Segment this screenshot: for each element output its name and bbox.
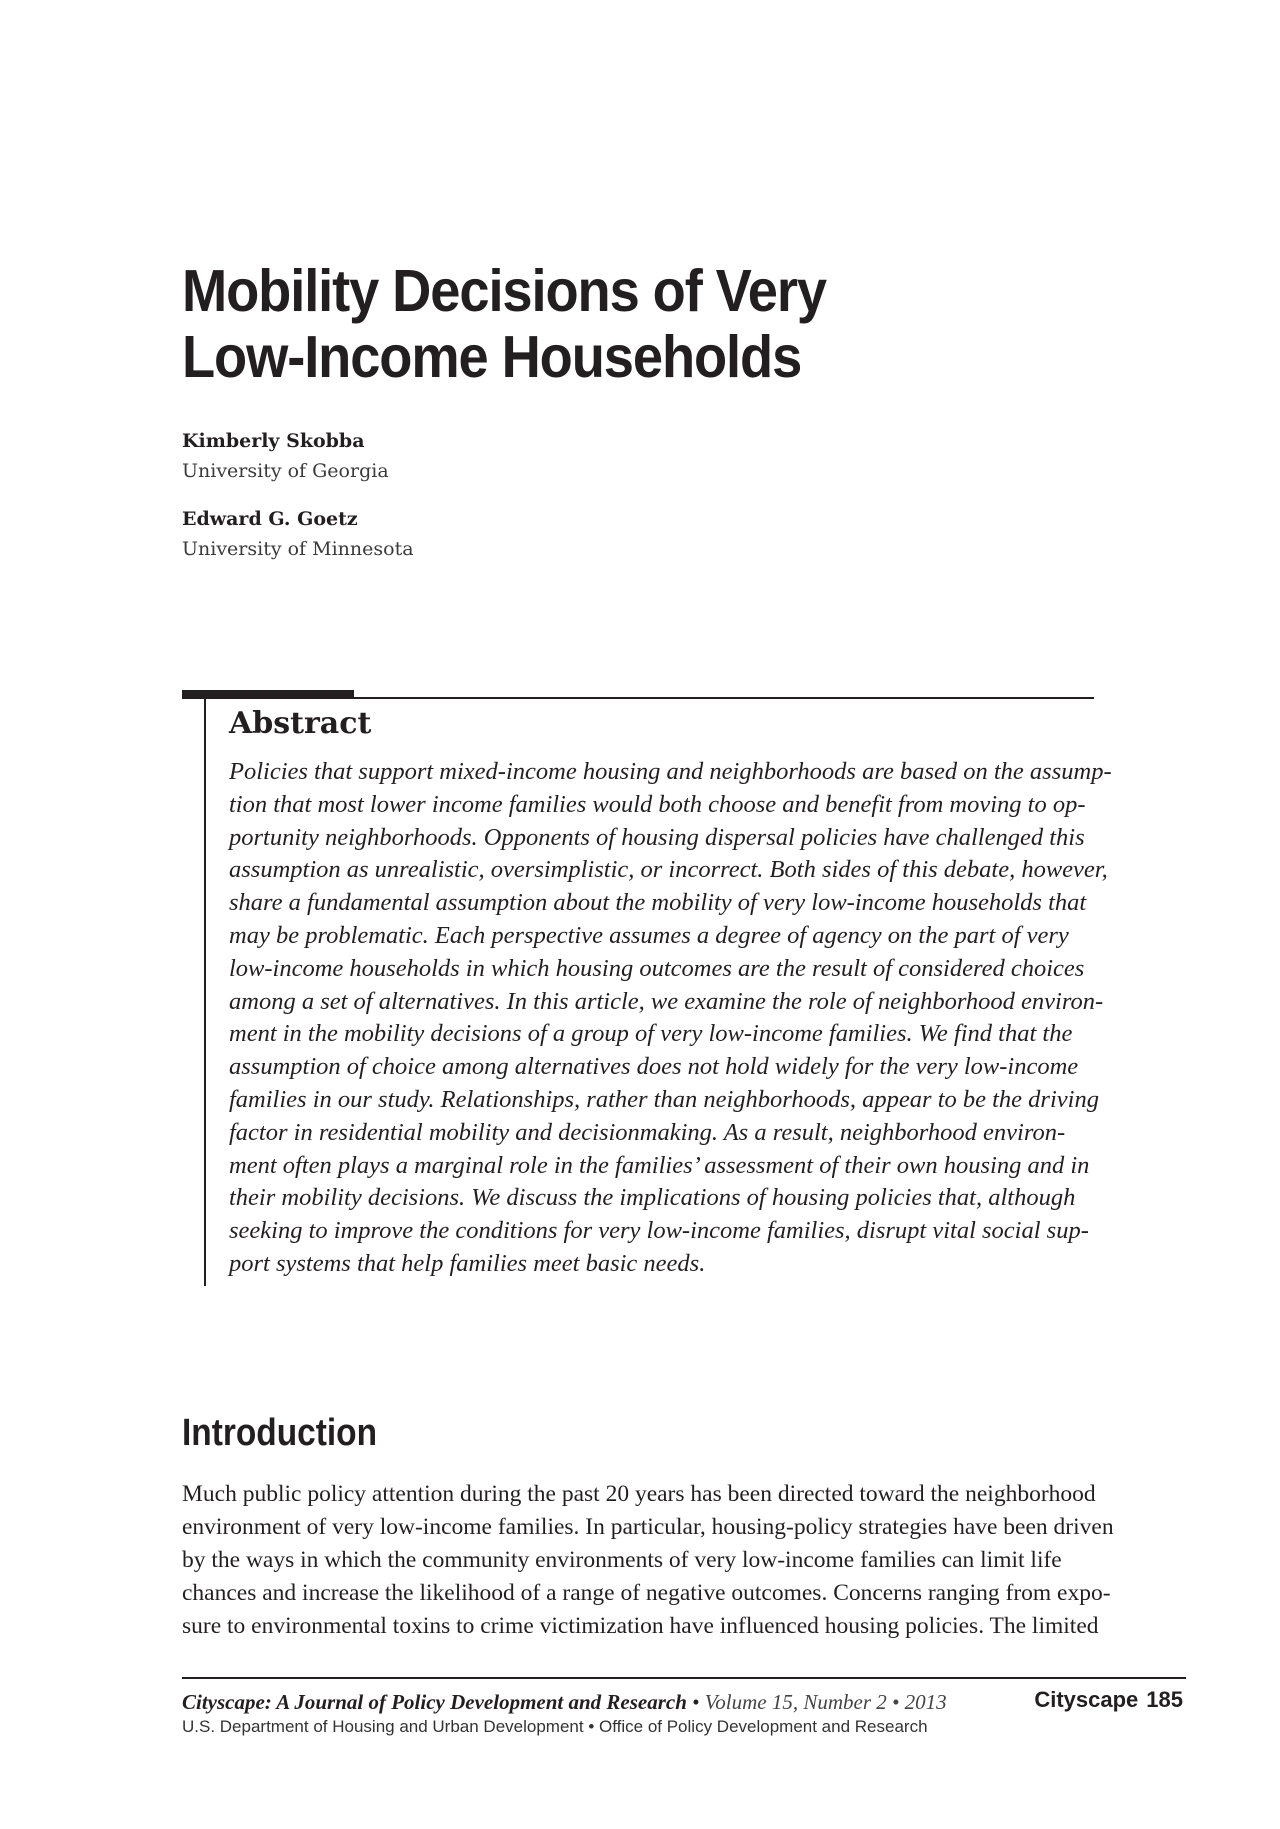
footer-rule	[182, 1677, 1186, 1679]
section-heading-introduction: Introduction	[182, 1412, 378, 1454]
abstract-line: assumption of choice among alternatives does not hold widely for the very low-income	[229, 1053, 1079, 1081]
page-number: 185	[1146, 1687, 1183, 1712]
abstract-line: seeking to improve the conditions for very low-income families, disrupt vital social sup-	[229, 1217, 1089, 1245]
article-title	[182, 258, 1010, 390]
abstract-line: may be problematic. Each perspective assumes a degree of agency on the part of very	[229, 921, 1069, 949]
abstract-line: low-income households in which housing outcomes are the result of considered choices	[229, 954, 1085, 982]
body-line: environment of very low-income families. In particular, housing-policy strategies have been driven	[182, 1514, 1114, 1540]
abstract-text	[229, 756, 1112, 1281]
author-1	[182, 426, 389, 486]
abstract-line: Policies that support mixed-income housing and neighborhoods are based on the assump-	[229, 758, 1112, 785]
magazine-name: Cityscape	[1034, 1687, 1139, 1712]
abstract-line: portunity neighborhoods. Opponents of housing dispersal policies have challenged this	[229, 823, 1085, 851]
abstract-box	[182, 690, 1112, 1286]
separator: •	[686, 1690, 705, 1714]
abstract-line: ment often plays a marginal role in the families’ assessment of their own housing and in	[229, 1151, 1090, 1179]
abstract-line: ment in the mobility decisions of a group of very low-income families. We find that the	[229, 1020, 1073, 1048]
body-line: by the ways in which the community environments of very low-income families can limit life	[182, 1547, 1062, 1573]
abstract-accent-bar	[182, 690, 354, 699]
journal-year: 2013	[904, 1690, 947, 1714]
introduction-text	[182, 1478, 1142, 1643]
author-name: Edward G. Goetz	[182, 508, 358, 530]
abstract-line: port systems that help families meet basic needs.	[229, 1249, 706, 1277]
separator: •	[886, 1690, 905, 1714]
title-line-1: Mobility Decisions of Very	[182, 258, 826, 324]
journal-volume: Volume 15, Number 2	[704, 1690, 887, 1714]
footer-journal-citation	[182, 1689, 947, 1715]
author-2	[182, 504, 414, 564]
abstract-line: assumption as unrealistic, oversimplistic, or incorrect. Both sides of this debate, however,	[229, 856, 1108, 884]
abstract-heading: Abstract	[229, 706, 372, 741]
body-line: sure to environmental toxins to crime victimization have influenced housing policies. The limited	[182, 1613, 1099, 1639]
abstract-line: among a set of alternatives. In this article, we examine the role of neighborhood environ-	[229, 987, 1104, 1015]
abstract-line: tion that most lower income families would both choose and benefit from moving to op-	[229, 790, 1086, 818]
journal-name: Cityscape: A Journal of Policy Development and Research	[182, 1690, 687, 1714]
author-affiliation: University of Georgia	[182, 460, 389, 482]
abstract-line: families in our study. Relationships, rather than neighborhoods, appear to be the driving	[229, 1085, 1099, 1113]
abstract-line: factor in residential mobility and decisionmaking. As a result, neighborhood environ-	[229, 1118, 1066, 1146]
body-line: Much public policy attention during the past 20 years has been directed toward the neighborhood	[182, 1481, 1096, 1507]
footer-department: U.S. Department of Housing and Urban Development • Office of Policy Development and Research	[182, 1717, 928, 1736]
body-line: chances and increase the likelihood of a range of negative outcomes. Concerns ranging from expo-	[182, 1580, 1111, 1606]
author-name: Kimberly Skobba	[182, 430, 365, 452]
abstract-side-rule	[204, 699, 206, 1286]
abstract-line: their mobility decisions. We discuss the implications of housing policies that, although	[229, 1184, 1076, 1212]
footer-page-label	[1034, 1686, 1183, 1714]
abstract-line: share a fundamental assumption about the mobility of very low-income households that	[229, 889, 1087, 917]
title-line-2: Low-Income Households	[182, 324, 802, 390]
author-affiliation: University of Minnesota	[182, 538, 414, 560]
